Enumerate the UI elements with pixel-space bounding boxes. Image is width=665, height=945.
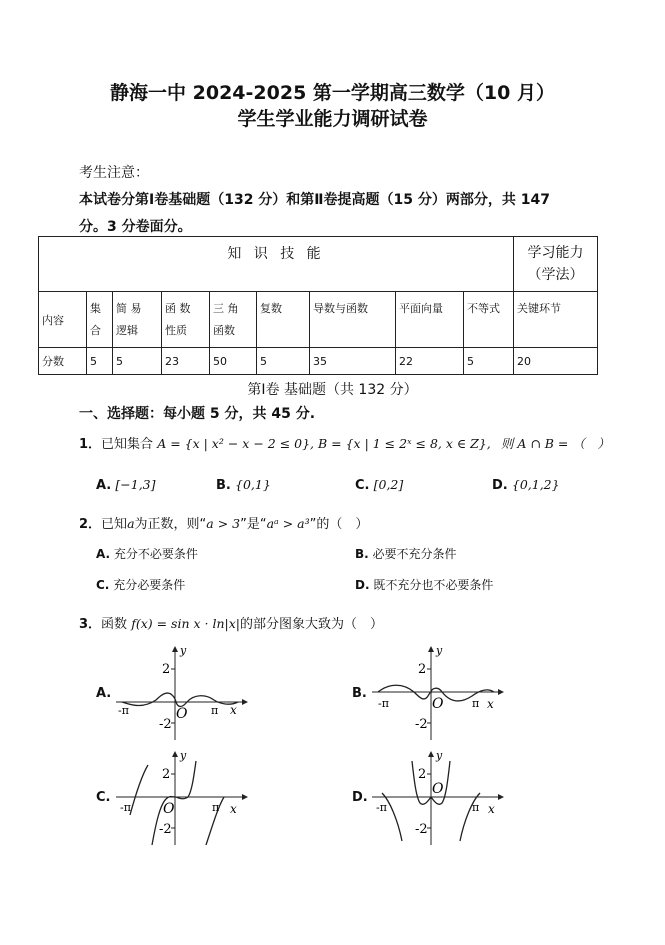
col-name [87,292,113,348]
option-text: 充分不必要条件 [113,547,198,561]
q1-option-d [492,477,560,493]
col-name: 导数与函数 [310,292,396,348]
graph-b-x-right: π [472,697,480,710]
graph-b-y-top: 2 [418,662,427,677]
row-label-score: 分数 [39,348,87,375]
score-cell: 35 [310,348,396,375]
graph-b-x-label: x [487,697,494,711]
q2-option-b [355,545,457,562]
col-name-line: 函数 [213,323,235,337]
q2-condition-1: a > 3 [206,516,241,531]
q3-option-d-label: D. [352,790,368,805]
q2-option-a [96,545,198,562]
part1-title: 第Ⅰ卷 基础题（共 132 分） [247,382,418,398]
q1-prefix: 已知集合 [101,437,154,452]
q1-option-b [216,477,271,493]
option-label: C. [96,578,110,592]
graph-d-y-top: 2 [418,767,427,782]
q3-option-b-label: B. [352,686,367,701]
q3-text: 的部分图象大致为（ ） [239,617,383,632]
col-name-line: 函 数 [165,301,191,315]
graph-b-axes [372,646,504,740]
graph-a-y-label: y [180,644,187,657]
graph-d [368,745,508,850]
q2-text: 已知 [101,517,128,532]
q3-option-c-label: C. [96,790,111,805]
q1-number: 1． [79,437,102,452]
header-ability [514,237,598,292]
q1-option-c [355,477,403,493]
col-name: 复数 [257,292,310,348]
notice-line2: 分。3 分卷面分。 [79,219,192,235]
col-name [162,292,210,348]
graph-d-y-label: y [436,749,443,762]
score-row [39,348,598,375]
header-knowledge: 知 识 技 能 [39,237,514,292]
row-label-content: 内容 [39,292,87,348]
q2-stem [79,513,368,532]
q3-stem [79,613,383,632]
q2-text: 为正数，则“ [134,517,207,532]
q2-var: a [127,516,135,531]
score-cell: 50 [210,348,257,375]
q1-option-a [96,477,156,493]
q3-number: 3． [79,617,102,632]
graph-b-y-label: y [436,644,443,657]
section1-title: 一、选择题：每小题 5 分，共 45 分. [79,406,316,422]
graph-a-y-top: 2 [162,662,171,677]
q2-condition-2: aᵃ > a³ [266,516,310,531]
graph-a-y-bottom: -2 [159,717,172,732]
graph-d-x-left: -π [376,801,387,814]
graph-d-y-bottom: -2 [415,822,428,837]
q1-stem [79,433,610,452]
col-name: 平面向量 [396,292,464,348]
header-ability-line1: 学习能力 [527,244,584,261]
col-name-line: 性质 [165,323,187,337]
graph-c-x-label: x [230,802,237,816]
graph-b-y-bottom: -2 [415,717,428,732]
graph-b-x-left: -π [378,697,389,710]
q1-sets-formula: A = {x | x² − x − 2 ≤ 0}, B = {x | 1 ≤ 2ˣ ≤ 8, x ∈ Z}, [157,436,491,451]
col-name [113,292,162,348]
exam-title-line2: 学生学业能力调研试卷 [237,108,428,130]
header-ability-line2: （学法） [527,267,584,283]
col-name-line: 逻辑 [116,323,138,337]
q2-option-c [96,576,185,593]
option-label: C. [355,478,370,493]
graph-b [368,640,508,745]
graph-d-x-right: π [472,801,480,814]
graph-a-axes [116,646,248,740]
exam-title-line1: 静海一中 2024-2025 第一学期高三数学（10 月） [110,82,555,104]
option-label: D. [492,478,508,493]
content-row [39,292,598,348]
option-text: 既不充分也不必要条件 [373,578,494,592]
graph-a [112,640,252,745]
graph-c-origin: O [163,801,175,817]
col-name: 不等式 [464,292,514,348]
q1-ask: 则 A ∩ B = （ ） [500,436,610,451]
option-text: [−1,3] [115,477,156,492]
option-text: {0,1} [235,477,271,492]
graph-d-x-label: x [488,802,495,816]
col-name: 关键环节 [514,292,598,348]
q3-text: 函数 [101,617,128,632]
score-cell: 5 [257,348,310,375]
graph-a-x-left: -π [118,704,129,717]
graph-a-origin: O [176,706,188,722]
graph-c-y-bottom: -2 [159,822,172,837]
score-cell: 5 [464,348,514,375]
score-cell: 23 [162,348,210,375]
graph-c-curve-left [130,765,148,815]
notice-line1: 本试卷分第Ⅰ卷基础题（132 分）和第Ⅱ卷提高题（15 分）两部分，共 147 [79,192,550,208]
option-label: A. [96,478,112,493]
q2-text: ”是“ [240,517,267,532]
notice-label: 考生注意： [79,165,149,181]
option-text: 充分必要条件 [113,578,186,592]
score-cell: 22 [396,348,464,375]
score-table [38,236,598,375]
col-name-line: 三 角 [213,301,239,315]
graph-a-curve [122,693,238,706]
option-text: 必要不充分条件 [372,547,457,561]
q2-text: ”的（ ） [309,517,369,532]
score-cell: 5 [113,348,162,375]
graph-a-x-label: x [230,703,237,717]
graph-b-origin: O [432,696,444,712]
q2-number: 2． [79,517,102,532]
option-label: B. [216,478,231,493]
option-label: D. [355,578,370,592]
q3-option-a-label: A. [96,686,112,701]
col-name-line: 合 [90,323,101,337]
graph-c-x-left: -π [120,801,131,814]
q2-option-d [355,576,493,593]
graph-c [112,745,252,850]
option-label: B. [355,547,369,561]
col-name-line: 集 [90,301,101,315]
graph-c-y-label: y [180,749,187,762]
graph-d-axes [372,751,504,845]
q3-formula: f(x) = sin x · ln|x| [131,616,240,631]
option-label: A. [96,547,111,561]
col-name [210,292,257,348]
col-name-line: 简 易 [116,301,142,315]
graph-c-x-right: π [212,801,220,814]
graph-a-x-right: π [211,704,219,717]
graph-c-y-top: 2 [162,767,171,782]
score-cell: 20 [514,348,598,375]
option-text: [0,2] [373,477,404,492]
score-cell: 5 [87,348,113,375]
option-text: {0,1,2} [511,477,560,492]
graph-d-origin: O [432,781,444,797]
